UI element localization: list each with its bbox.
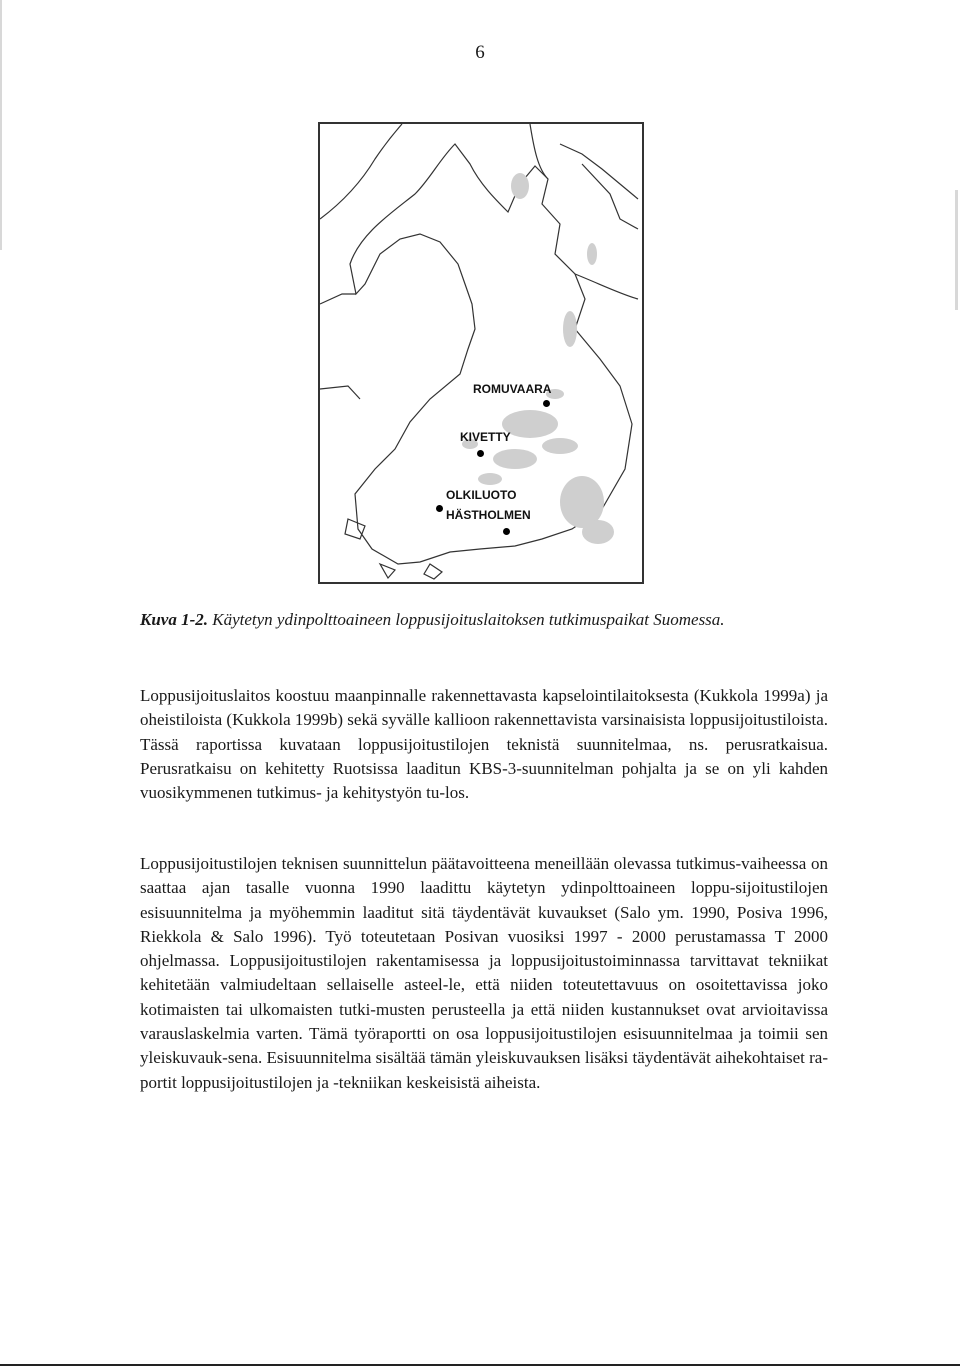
figure-number: Kuva 1-2.	[140, 610, 208, 629]
body-paragraph-1: Loppusijoituslaitos koostuu maanpinnalle rakennettavasta kapselointilaitoksesta (Kukkola 1999a) ja oheistiloista (Kukkola 1999b) sekä syvälle kallioon rakennettavista varsinaisista loppusijoitustiloista. Tässä raportissa kuvataan loppusijoitustilojen teknistä suunnitelmaa, ns. perusratkaisua. Perusratkaisu on kehitetty Ruotsissa laaditun KBS-3-suunnitelman pohjalta ja se on yli kahden vuosikymmenen tutkimus- ja kehitystyön tu-los.	[140, 686, 828, 803]
site-label-hastholmen: HÄSTHOLMEN	[446, 508, 531, 522]
site-marker-hastholmen	[503, 528, 510, 535]
site-marker-romuvaara	[543, 400, 550, 407]
figure-caption-text: Käytetyn ydinpolttoaineen loppusijoituslaitoksen tutkimuspaikat Suomessa.	[212, 610, 725, 629]
site-marker-olkiluoto	[436, 505, 443, 512]
scan-edge-mark	[955, 190, 958, 310]
page-number: 6	[475, 42, 485, 63]
figure-caption	[140, 610, 840, 630]
site-label-romuvaara: ROMUVAARA	[473, 382, 552, 396]
site-marker-kivetty	[477, 450, 484, 457]
page-bottom-edge	[0, 1364, 960, 1366]
site-label-olkiluoto: OLKILUOTO	[446, 488, 517, 502]
site-label-kivetty: KIVETTY	[460, 430, 511, 444]
body-paragraph-2: Loppusijoitustilojen teknisen suunnittelun päätavoitteena meneillään olevassa tutkimus-vaiheessa on saattaa ajan tasalle vuonna 1990 laadittu käytetyn ydinpolttoaineen loppu-sijoitustilojen esisuunnitelma ja myöhemmin laaditut sitä täydentävät kuvaukset (Salo ym. 1990, Posiva 1996, Riekkola & Salo 1996). Työ toteutetaan Posivan vuosiksi 1997 - 2000 perustamassa T 2000 ohjelmassa. Loppusijoitustilojen rakentamisessa ja loppusijoitustoiminnassa tarvittavat tekniikat kehitetään valmiudeltaan sellaiselle asteel-le, että niiden toteutettavuus on osoitettavissa joko kotimaisten tai ulkomaisten tutki-musten perusteella ja että niiden kustannukset ovat arvioitavissa varauslaskelmia varten. Tämä työraportti on osa loppusijoitustilojen esisuunnitelmaa ja toimii sen yleiskuvauk-sena. Esisuunnitelma sisältää tämän yleiskuvauksen lisäksi täydentävät aihekohtaiset ra-portit loppusijoitustilojen ja -tekniikan keskeisistä aiheista.	[140, 854, 828, 1092]
scan-edge-mark	[0, 0, 2, 250]
finland-map-figure	[318, 122, 644, 584]
